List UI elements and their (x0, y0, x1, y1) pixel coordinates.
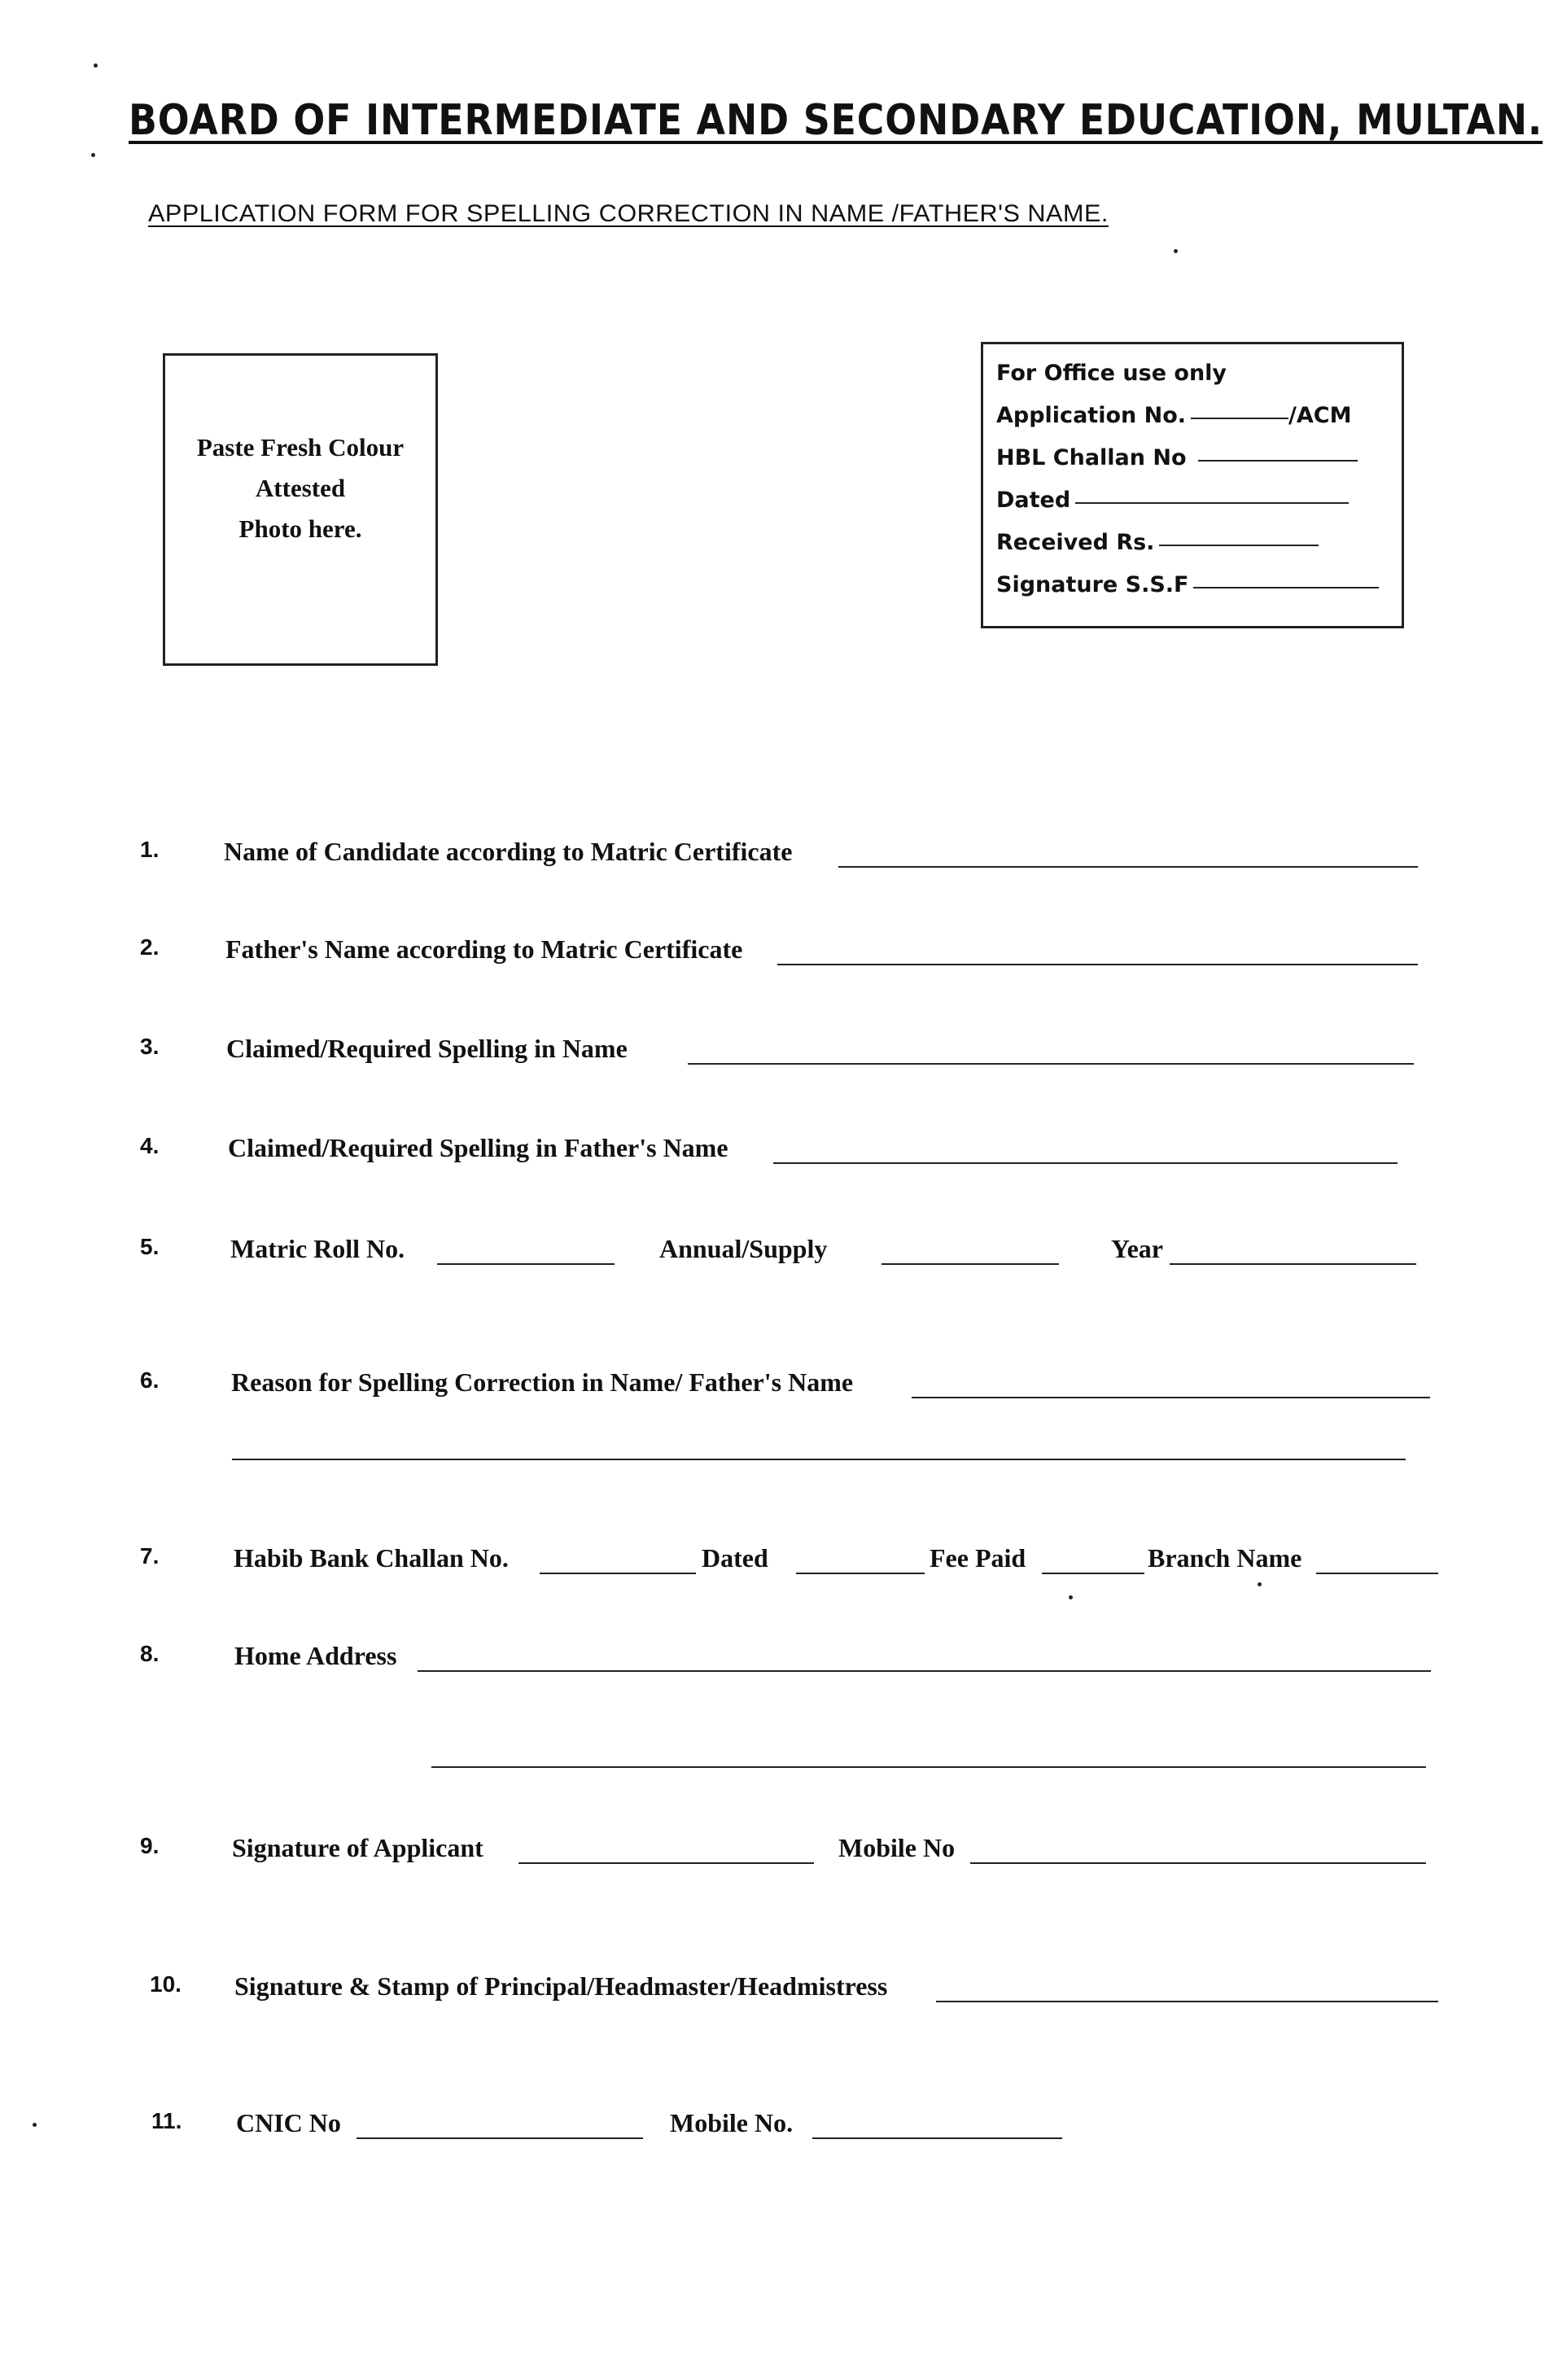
scan-speck (1258, 1582, 1262, 1586)
branch-name-label: Branch Name (1148, 1543, 1302, 1573)
field-number: 9. (140, 1833, 160, 1858)
principal-signature-field[interactable] (936, 2001, 1438, 2002)
year-field[interactable] (1170, 1263, 1416, 1265)
field-row-2 (0, 934, 1553, 983)
home-address-field-line-2[interactable] (431, 1766, 1426, 1768)
dated-label: Dated (996, 488, 1071, 513)
claimed-name-label: Claimed/Required Spelling in Name (226, 1034, 628, 1063)
field-number: 2. (140, 934, 160, 960)
claimed-father-name-label: Claimed/Required Spelling in Father's Name (228, 1133, 728, 1162)
office-dated (996, 479, 1402, 522)
field-row-7 (0, 1543, 1553, 1592)
received-label: Received Rs. (996, 530, 1155, 555)
application-no-field[interactable] (1191, 418, 1288, 419)
principal-signature-label: Signature & Stamp of Principal/Headmaster/Headmistress (234, 1971, 888, 2001)
claimed-father-name-field[interactable] (773, 1162, 1398, 1164)
office-dated-field[interactable] (1075, 502, 1349, 504)
photo-line-3: Photo here. (238, 514, 362, 543)
photo-box (163, 353, 438, 666)
field-row-10 (0, 1971, 1553, 2020)
office-heading (996, 352, 1402, 395)
field-row-1 (0, 837, 1553, 886)
application-suffix: /ACM (1288, 403, 1352, 428)
applicant-signature-field[interactable] (518, 1862, 814, 1864)
cnic-label: CNIC No (236, 2108, 341, 2137)
field-row-9 (0, 1833, 1553, 1882)
scan-speck (91, 153, 95, 157)
cnic-mobile-field[interactable] (812, 2137, 1062, 2139)
matric-roll-label: Matric Roll No. (230, 1234, 405, 1263)
field-row-5 (0, 1234, 1553, 1283)
photo-line-2: Attested (255, 474, 346, 502)
field-row-3 (0, 1034, 1553, 1083)
field-number: 7. (140, 1543, 160, 1568)
cnic-field[interactable] (357, 2137, 643, 2139)
father-name-label: Father's Name according to Matric Certificate (225, 934, 743, 964)
field-number: 3. (140, 1034, 160, 1059)
field-number: 4. (140, 1133, 160, 1158)
annual-supply-label: Annual/Supply (659, 1234, 828, 1263)
applicant-mobile-label: Mobile No (838, 1833, 956, 1862)
home-address-field-line-1[interactable] (418, 1670, 1431, 1672)
office-hbl-challan (996, 437, 1402, 479)
matric-roll-field[interactable] (437, 1263, 615, 1265)
fee-paid-field[interactable] (1042, 1573, 1144, 1574)
application-no-label: Application No. (996, 403, 1187, 428)
photo-line-1: Paste Fresh Colour (196, 433, 405, 462)
field-row-11 (0, 2108, 1553, 2157)
field-row-4 (0, 1133, 1553, 1182)
reason-field-line-1[interactable] (912, 1397, 1430, 1398)
applicant-signature-label: Signature of Applicant (232, 1833, 483, 1862)
office-heading-text: For Office use only (996, 361, 1227, 386)
form-title: APPLICATION FORM FOR SPELLING CORRECTION IN NAME /FATHER'S NAME. (148, 200, 1109, 227)
challan-dated-field[interactable] (796, 1573, 925, 1574)
board-title: BOARD OF INTERMEDIATE AND SECONDARY EDUCATION, MULTAN. (129, 96, 1543, 145)
father-name-field[interactable] (777, 964, 1418, 965)
scan-speck (94, 63, 98, 68)
applicant-mobile-field[interactable] (970, 1862, 1426, 1864)
field-number: 1. (140, 837, 160, 862)
office-signature (996, 564, 1402, 606)
office-application-no (996, 395, 1402, 437)
field-number: 10. (150, 1971, 182, 1997)
scan-speck (1174, 249, 1178, 253)
signature-ssf-label: Signature S.S.F (996, 572, 1189, 597)
field-number: 11. (151, 2108, 182, 2133)
field-row-8 (0, 1641, 1553, 1690)
candidate-name-label: Name of Candidate according to Matric Certificate (224, 837, 793, 866)
challan-no-field[interactable] (540, 1573, 696, 1574)
hbl-challan-field[interactable] (1198, 460, 1358, 462)
annual-supply-field[interactable] (881, 1263, 1059, 1265)
office-use-box (981, 342, 1404, 628)
signature-ssf-field[interactable] (1193, 587, 1379, 588)
challan-dated-label: Dated (702, 1543, 768, 1573)
scan-speck (1069, 1595, 1073, 1599)
scan-speck (33, 2123, 37, 2127)
office-received (996, 522, 1402, 564)
field-number: 5. (140, 1234, 160, 1259)
year-label: Year (1111, 1234, 1163, 1263)
photo-instructions (165, 427, 435, 549)
reason-label: Reason for Spelling Correction in Name/ Father's Name (231, 1367, 854, 1397)
branch-name-field[interactable] (1316, 1573, 1438, 1574)
candidate-name-field[interactable] (838, 866, 1418, 868)
reason-field-line-2[interactable] (232, 1459, 1406, 1460)
hbl-challan-label: HBL Challan No (996, 445, 1187, 470)
home-address-label: Home Address (234, 1641, 397, 1670)
field-number: 6. (140, 1367, 160, 1393)
received-field[interactable] (1159, 545, 1319, 546)
cnic-mobile-label: Mobile No. (670, 2108, 794, 2137)
fee-paid-label: Fee Paid (930, 1543, 1026, 1573)
challan-no-label: Habib Bank Challan No. (234, 1543, 509, 1573)
claimed-name-field[interactable] (688, 1063, 1414, 1065)
field-number: 8. (140, 1641, 160, 1666)
field-row-6 (0, 1367, 1553, 1416)
